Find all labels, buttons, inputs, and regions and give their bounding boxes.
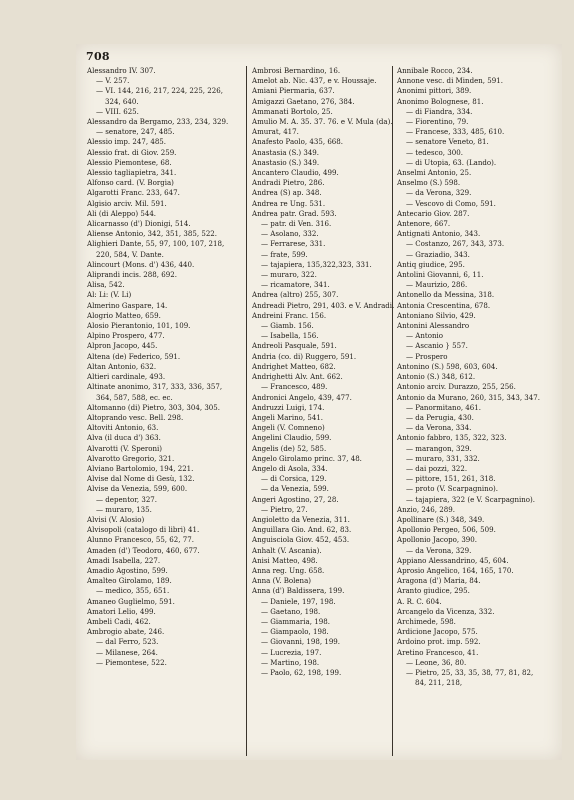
index-entry: — tajapiera, 322 (e V. Scarpagnino). <box>406 494 536 504</box>
index-entry: — da Verona, 329. <box>406 188 472 198</box>
index-entry: Antonello da Messina, 318. <box>397 290 495 300</box>
index-entry: Algisio arciv. Mil. 591. <box>87 198 167 208</box>
index-entry: — depentor, 327. <box>96 494 158 504</box>
index-entry: — Lucrezia, 197. <box>261 647 322 657</box>
index-entry: Anisi Matteo, 498. <box>252 555 318 565</box>
index-entry: Alfonso card. (V. Borgia) <box>87 178 174 188</box>
index-entry: — da Venezia, 599. <box>261 484 329 494</box>
index-entry: — Pietro, 25, 33, 35, 38, 77, 81, 82, 84, 211, 218, <box>406 667 534 688</box>
index-entry: Andradi Pietro, 286. <box>252 178 325 188</box>
index-entry: Ali (di Aleppo) 544. <box>87 208 157 218</box>
index-entry: Andruzzi Luigi, 174. <box>252 402 325 412</box>
index-entry: A. R. C. 604. <box>397 596 442 606</box>
index-entry: Apollonio Pergeo, 506, 509. <box>397 525 496 535</box>
page-number: 708 <box>86 50 110 63</box>
index-entry: — muraro, 331, 332. <box>406 453 480 463</box>
index-entry: Aprosio Angelico, 164, 165, 170. <box>397 565 514 575</box>
index-entry: Amaden (d') Teodoro, 460, 677. <box>87 545 200 555</box>
index-entry: — Antonio <box>406 331 444 341</box>
index-entry: Andrea (S) ap. 348. <box>252 188 322 198</box>
index-entry: — proto (V. Scarpagnino). <box>406 484 498 494</box>
index-entry: Andronici Angelo, 439, 477. <box>252 392 352 402</box>
index-entry: — V. 257. <box>96 76 130 86</box>
index-entry: Andrea patr. Grad. 593. <box>252 208 337 218</box>
index-entry: — muraro, 322. <box>261 270 317 280</box>
index-entry: Anna reg. Ung. 658. <box>252 565 325 575</box>
index-entry: Alviano Bartolomio, 194, 221. <box>87 463 194 473</box>
index-entry: — Gaetano, 198. <box>261 606 321 616</box>
index-entry: Anonimo Bolognese, 81. <box>397 96 484 106</box>
index-entry: Altoprando vesc. Bell. 298. <box>87 412 184 422</box>
index-entry: Angeli (V. Comneno) <box>252 423 325 433</box>
index-entry: Alvise dal Nome di Gesù, 132. <box>87 474 195 484</box>
index-entry: Anguillara Gio. And. 62, 83. <box>252 525 352 535</box>
index-entry: Al: Li: (V. Li) <box>87 290 132 300</box>
index-entry: Aranto giudice, 295. <box>397 586 470 596</box>
index-entry: Alessio tagliapietra, 341. <box>87 168 177 178</box>
index-entry: Alpron Jacopo, 445. <box>87 341 158 351</box>
index-entry: — senatore, 247, 485. <box>96 127 175 137</box>
index-entry: Andreoli Pasquale, 591. <box>252 341 337 351</box>
index-entry: Alessio Piemontese, 68. <box>87 157 172 167</box>
index-entry: Anafesto Paolo, 435, 668. <box>252 137 344 147</box>
index-entry: — Giovanni, 198, 199. <box>261 637 341 647</box>
index-entry: Altoviti Antonio, 63. <box>87 423 159 433</box>
index-entry: Angioletto da Venezia, 311. <box>252 514 350 524</box>
index-entry: Andrea re Ung. 531. <box>252 198 326 208</box>
index-entry: Antiq giudice, 295. <box>397 259 465 269</box>
index-entry: Antonini Alessandro <box>397 321 470 331</box>
index-entry: — da Verona, 334. <box>406 423 472 433</box>
index-entry: Antoniano Silvio, 429. <box>397 310 476 320</box>
index-entry: Ardoino prot. imp. 592. <box>397 637 481 647</box>
index-entry: — Ferrarese, 331. <box>261 239 326 249</box>
index-entry: Amatori Lelio, 499. <box>87 606 156 616</box>
index-entry: Ardicione Jacopo, 575. <box>397 627 478 637</box>
index-entry: — dal Ferro, 523. <box>96 637 159 647</box>
index-entry: Antecario Giov. 287. <box>397 208 470 218</box>
index-entry: Andrighet Matteo, 682. <box>252 361 336 371</box>
index-entry: — Prospero <box>406 351 448 361</box>
index-column-2 <box>252 66 400 678</box>
index-entry: Amadi Isabella, 227. <box>87 555 161 565</box>
index-entry: Aliense Antonio, 342, 351, 385, 522. <box>87 229 218 239</box>
index-entry: Alicarnasso (d') Dionigi, 514. <box>87 219 191 229</box>
index-entry: Anastasia (S.) 349. <box>252 147 320 157</box>
index-entry: Alisa, 542. <box>87 280 125 290</box>
index-entry: — Ascanio } 557. <box>406 341 468 351</box>
index-entry: — pittore, 151, 261, 318. <box>406 474 496 484</box>
index-entry: — VI. 144, 216, 217, 224, 225, 226, 324, 640. <box>96 86 223 106</box>
index-entry: Appiano Alessandrino, 45, 604. <box>397 555 509 565</box>
index-entry: — da Perugia, 430. <box>406 412 474 422</box>
index-entry: Alighieri Dante, 55, 97, 100, 107, 218, 220, 584, V. Dante. <box>87 239 225 259</box>
index-entry: Antignati Antonio, 343. <box>397 229 481 239</box>
index-entry: Alvisi (V. Alosio) <box>87 514 145 524</box>
index-entry: Andreini Franc. 156. <box>252 310 327 320</box>
index-entry: Annibale Rocco, 234. <box>397 66 473 75</box>
index-entry: Andrighetti Alv. Ant. 662. <box>252 372 343 382</box>
index-entry: Alpino Prospero, 477. <box>87 331 165 341</box>
index-entry: Altinate anonimo, 317, 333, 336, 357, 364, 587, 588, ec. ec. <box>87 382 223 402</box>
index-entry: Annone vesc. di Minden, 591. <box>397 76 503 86</box>
index-entry: — Daniele, 197, 198. <box>261 596 336 606</box>
index-entry: Aragona (d') Maria, 84. <box>397 576 481 586</box>
index-entry: Alvarotti (V. Speroni) <box>87 443 163 453</box>
index-entry: Amiani Piermaria, 637. <box>252 86 335 96</box>
index-entry: Arcangelo da Vicenza, 332. <box>397 606 495 616</box>
index-entry: Alessio imp. 247, 485. <box>87 137 167 147</box>
index-entry: — Francese, 333, 485, 610. <box>406 127 505 137</box>
index-entry: Anselmo (S.) 598. <box>397 178 461 188</box>
index-entry: — Isabella, 156. <box>261 331 319 341</box>
index-entry: — di Fiandra, 334. <box>406 106 473 116</box>
index-entry: — Pietro, 27. <box>261 504 308 514</box>
index-entry: Anzio, 246, 289. <box>397 504 455 514</box>
index-entry: — medico, 355, 651. <box>96 586 170 596</box>
index-entry: Apollinare (S.) 348, 349. <box>397 514 485 524</box>
index-entry: Alessio frat. di Giov. 259. <box>87 147 177 157</box>
index-entry: — senatore Veneto, 81. <box>406 137 489 147</box>
index-entry: Antonio fabbro, 135, 322, 323. <box>397 433 507 443</box>
index-entry: Antenore, 667. <box>397 219 451 229</box>
index-entry: Ammanati Bortolo, 25. <box>252 106 333 116</box>
column-divider <box>246 66 247 756</box>
index-entry: Amulio M. A. 35. 37. 76. e V. Mula (da). <box>252 117 393 127</box>
index-entry: Altomanno (di) Pietro, 303, 304, 305. <box>87 402 221 412</box>
index-entry: Altan Antonio, 632. <box>87 361 157 371</box>
index-entry: — Giammaria, 198. <box>261 616 330 626</box>
index-entry: — di Corsica, 129. <box>261 474 327 484</box>
index-entry: Antonino (S.) 598, 603, 604. <box>397 361 498 371</box>
index-entry: — Fiorentino, 79. <box>406 117 469 127</box>
index-entry: — di Utopia, 63. (Lando). <box>406 157 497 167</box>
index-entry: Algarotti Franc. 233, 647. <box>87 188 180 198</box>
index-entry: Anna (V. Bolena) <box>252 576 312 586</box>
index-entry: — patr. di Ven. 316. <box>261 219 332 229</box>
index-entry: — Costanzo, 267, 343, 373. <box>406 239 505 249</box>
index-entry: Alogrio Matteo, 659. <box>87 310 161 320</box>
index-entry: Alva (il duca d') 363. <box>87 433 161 443</box>
index-entry: — Giamb. 156. <box>261 321 314 331</box>
index-entry: Antonio da Murano, 260, 315, 343, 347. <box>397 392 540 402</box>
index-entry: Altena (de) Federico, 591. <box>87 351 181 361</box>
index-entry: Andrea (altro) 255, 307. <box>252 290 339 300</box>
index-entry: Alosio Pierantonio, 101, 109. <box>87 321 191 331</box>
index-entry: Ambeli Cadi, 462. <box>87 616 151 626</box>
index-entry: — tedesco, 300. <box>406 147 463 157</box>
index-entry: Amurat, 417. <box>252 127 299 137</box>
index-entry: — Maurizio, 286. <box>406 280 468 290</box>
index-entry: — marangon, 329. <box>406 443 472 453</box>
index-entry: — Giampaolo, 198. <box>261 627 329 637</box>
index-entry: Alessandro da Bergamo, 233, 234, 329. <box>87 117 229 127</box>
index-entry: Angelis (de) 52, 585. <box>252 443 327 453</box>
index-entry: — muraro, 135. <box>96 504 152 514</box>
index-entry: — da Verona, 329. <box>406 545 472 555</box>
index-entry: — Martino, 198. <box>261 657 320 667</box>
index-entry: Altieri cardinale, 493. <box>87 372 166 382</box>
index-entry: — Piemontese, 522. <box>96 657 167 667</box>
index-entry: Amelot ab. Nic. 437, e v. Houssaje. <box>252 76 377 86</box>
index-entry: — frate, 599. <box>261 249 308 259</box>
index-entry: Antonia Crescentina, 678. <box>397 300 491 310</box>
index-entry: Antonio (S.) 348, 612. <box>397 372 476 382</box>
index-entry: — Francesco, 489. <box>261 382 328 392</box>
index-entry: Alincourt (Mons. d') 436, 440. <box>87 259 195 269</box>
index-entry: — Vescovo di Como, 591. <box>406 198 496 208</box>
index-entry: Angelo Girolamo princ. 37, 48. <box>252 453 362 463</box>
index-entry: Alunno Francesco, 55, 62, 77. <box>87 535 194 545</box>
index-entry: Andreadi Pietro, 291, 403. e V. Andradi. <box>252 300 395 310</box>
index-entry: — Leone, 36, 80. <box>406 657 467 667</box>
index-entry: — Graziadio, 343. <box>406 249 470 259</box>
index-entry: Amadio Agostino, 599. <box>87 565 168 575</box>
index-entry: Apollonio Jacopo, 390. <box>397 535 478 545</box>
index-entry: Anastasio (S.) 349. <box>252 157 320 167</box>
index-entry: Antolini Giovanni, 6, 11. <box>397 270 484 280</box>
index-entry: Anna (d') Baldissera, 199. <box>252 586 345 596</box>
index-entry: Antonio arciv. Durazzo, 255, 256. <box>397 382 516 392</box>
index-entry: Angelo di Asola, 334. <box>252 463 328 473</box>
index-entry: Angeli Marino, 541. <box>252 412 324 422</box>
index-entry: Amigazzi Gaetano, 276, 384. <box>252 96 355 106</box>
index-entry: Ambrogio abate, 246. <box>87 627 165 637</box>
index-column-3 <box>397 66 545 688</box>
index-entry: Ambrosi Bernardino, 16. <box>252 66 341 75</box>
index-entry: — VIII. 625. <box>96 106 139 116</box>
index-entry: Alvarotto Gregorio, 321. <box>87 453 175 463</box>
index-entry: Aretino Francesco, 41. <box>397 647 479 657</box>
index-entry: Alvisopoli (catalogo di libri) 41. <box>87 525 200 535</box>
index-entry: Anhalt (V. Ascania). <box>252 545 322 555</box>
index-entry: Anselmi Antonio, 25. <box>397 168 472 178</box>
index-entry: — Paolo, 62, 198, 199. <box>261 667 342 677</box>
index-entry: Aliprandi incis. 288, 692. <box>87 270 177 280</box>
index-entry: Archimede, 598. <box>397 616 456 626</box>
index-entry: — dai pozzi, 322. <box>406 463 468 473</box>
index-entry: Angeri Agostino, 27, 28. <box>252 494 339 504</box>
index-entry: — ricamatore, 341. <box>261 280 330 290</box>
index-entry: — Milanese, 264. <box>96 647 158 657</box>
index-entry: Amaneo Guglielmo, 591. <box>87 596 175 606</box>
index-column-1 <box>87 66 235 668</box>
index-entry: Alvise da Venezia, 599, 600. <box>87 484 188 494</box>
index-entry: Alessandro IV. 307. <box>87 66 156 75</box>
index-entry: Almerino Gaspare, 14. <box>87 300 168 310</box>
index-entry: Ancantero Claudio, 499. <box>252 168 339 178</box>
index-entry: Andria (co. di) Ruggero, 591. <box>252 351 357 361</box>
index-entry: Angelini Claudio, 599. <box>252 433 332 443</box>
index-entry: Anonimi pittori, 389. <box>397 86 472 96</box>
index-entry: — Panormitano, 461. <box>406 402 481 412</box>
index-entry: Anguisciola Giov. 452, 453. <box>252 535 350 545</box>
index-entry: — tajapiera, 135,322,323, 331. <box>261 259 372 269</box>
index-entry: Amalteo Girolamo, 189. <box>87 576 172 586</box>
index-entry: — Asolano, 332. <box>261 229 319 239</box>
